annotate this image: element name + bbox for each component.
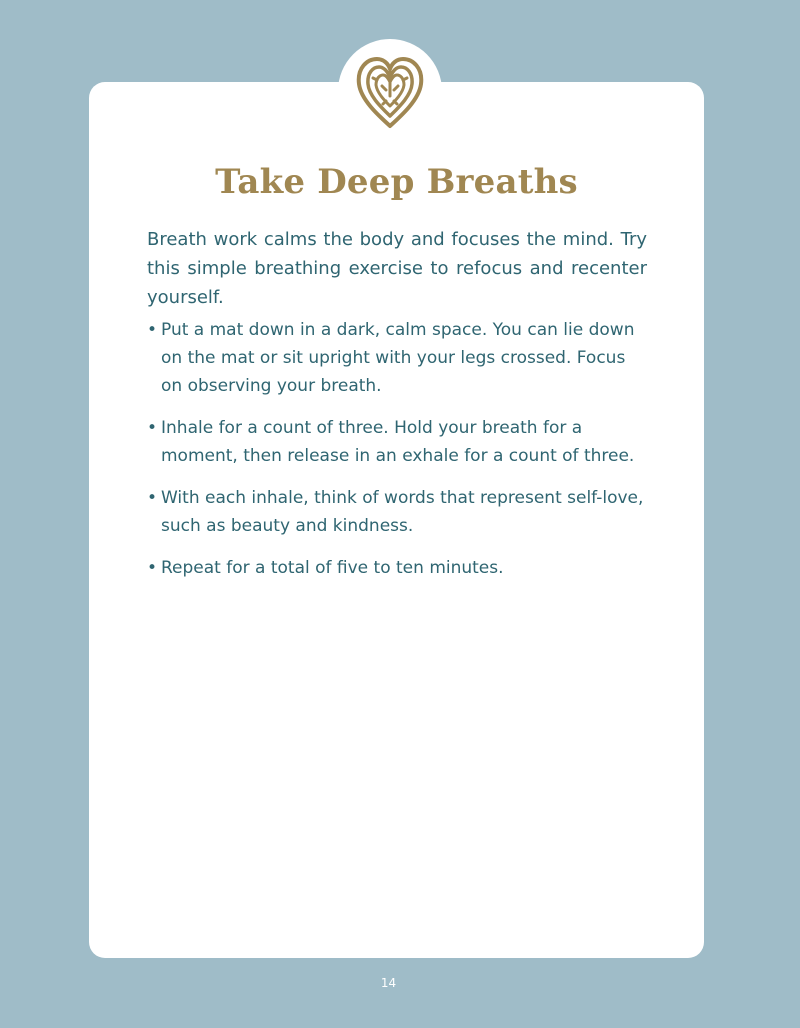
page-title: Take Deep Breaths (215, 162, 578, 202)
bullet-dot: • (147, 320, 158, 340)
list-item (147, 414, 647, 470)
list-item-text: Put a mat down in a dark, calm space. You can lie down on the mat or sit upright with your legs crossed. Focus on observing your breath. (161, 320, 635, 396)
instruction-list (147, 316, 647, 596)
list-item-text: Repeat for a total of five to ten minutes. (161, 558, 504, 578)
list-item-text: With each inhale, think of words that represent self-love, such as beauty and kindness. (161, 488, 644, 536)
intro-paragraph: Breath work calms the body and focuses the mind. Try this simple breathing exercise to refocus and recenter yourself. (147, 229, 647, 308)
list-item (147, 554, 647, 582)
list-item (147, 484, 647, 540)
bullet-dot: • (147, 418, 158, 438)
page-number: 14 (380, 976, 397, 990)
list-item-text: Inhale for a count of three. Hold your breath for a moment, then release in an exhale for a count of three. (161, 418, 635, 466)
bullet-dot: • (147, 558, 158, 578)
bullet-dot: • (147, 488, 158, 508)
list-item (147, 316, 647, 400)
heart-maze-icon (355, 54, 425, 130)
